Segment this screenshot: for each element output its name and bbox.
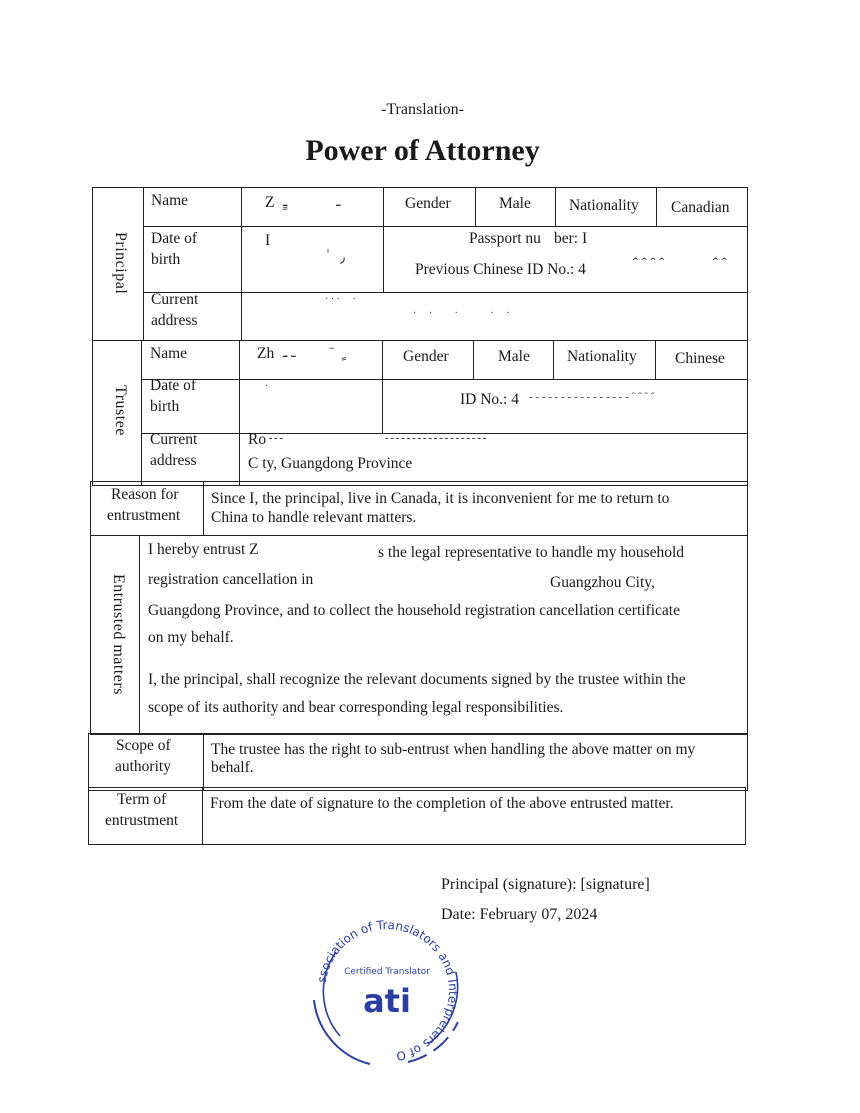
reason-label-2: entrustment bbox=[107, 507, 181, 524]
document-title: Power of Attorney bbox=[305, 134, 540, 167]
principal-nationality-label: Nationality bbox=[569, 197, 639, 214]
entrusted-line1-b: s the legal representative to handle my household bbox=[378, 544, 685, 561]
entrusted-line1-a: I hereby entrust Z bbox=[148, 541, 259, 558]
principal-passport-suffix: ber: I bbox=[554, 230, 588, 247]
trustee-section bbox=[92, 340, 748, 486]
seal-center-text: Certified Translator bbox=[344, 967, 430, 977]
scope-label-1: Scope of bbox=[116, 737, 171, 754]
principal-dob-label-2: birth bbox=[151, 251, 181, 268]
trustee-address-label-2: address bbox=[150, 452, 197, 469]
trustee-address-label-1: Current bbox=[150, 431, 198, 448]
reason-section bbox=[90, 481, 748, 536]
principal-address-label-1: Current bbox=[151, 291, 199, 308]
trustee-id-fragment: - - - - - - - - - - - - - - - - ˆ ˆ ˆ ˆ bbox=[529, 391, 655, 403]
trustee-address-line1: Ro bbox=[248, 431, 267, 448]
principal-gender-value: Male bbox=[499, 195, 531, 212]
principal-dob-fragment: ٰ ٫ bbox=[298, 250, 346, 266]
trustee-nationality-label: Nationality bbox=[567, 348, 637, 365]
principal-name-label: Name bbox=[151, 192, 189, 209]
trustee-dob-fragment: · bbox=[265, 381, 269, 392]
principal-dob-value: I bbox=[265, 232, 271, 249]
entrusted-matters-label: Entrusted matters bbox=[110, 574, 127, 695]
trustee-gender-value: Male bbox=[498, 348, 530, 365]
trustee-section-label: Trustee bbox=[112, 385, 129, 436]
entrusted-line2-a: registration cancellation in bbox=[148, 571, 314, 588]
entrusted-matters-section bbox=[90, 535, 748, 735]
principal-prev-id-label: Previous Chinese ID No.: 4 bbox=[415, 261, 586, 278]
principal-section bbox=[92, 187, 748, 341]
scope-label-2: authority bbox=[115, 758, 171, 775]
principal-passport-label: Passport nu bbox=[469, 230, 541, 247]
principal-section-label: Principal bbox=[112, 232, 129, 295]
scope-text-1: The trustee has the right to sub-entrust when handling the above matter on my bbox=[211, 741, 696, 758]
term-section bbox=[88, 787, 746, 845]
seal-ring-text: ssociation of Translators and Interpreters of O bbox=[314, 917, 461, 1064]
trustee-dob-label-1: Date of bbox=[150, 377, 197, 394]
entrusted-para2-line2: scope of its authority and bear corresponding legal responsibilities. bbox=[148, 699, 564, 716]
reason-text-2: China to handle relevant matters. bbox=[211, 509, 417, 526]
scope-section bbox=[88, 733, 748, 791]
principal-gender-label: Gender bbox=[405, 195, 451, 212]
entrusted-line3: Guangdong Province, and to collect the household registration cancellation certificate bbox=[148, 602, 680, 619]
entrusted-para2-line1: I, the principal, shall recognize the relevant documents signed by the trustee within the bbox=[148, 671, 686, 688]
scope-text-2: behalf. bbox=[211, 759, 254, 776]
principal-prev-id-fragment: ˆ ˆ ˆ ˆ ˆ ˆ bbox=[633, 256, 727, 272]
trustee-id-label: ID No.: 4 bbox=[460, 391, 519, 408]
principal-name-fragment: ـ ـٍ bbox=[283, 194, 341, 210]
principal-address-fragment: · · · · bbox=[325, 294, 356, 305]
principal-signature-line: Principal (signature): [signature] bbox=[441, 876, 650, 893]
seal-logo-text: ati bbox=[363, 982, 411, 1020]
principal-nationality-value: Canadian bbox=[671, 199, 730, 216]
trustee-address-line2: C ty, Guangdong Province bbox=[248, 455, 413, 472]
trustee-name-label: Name bbox=[150, 345, 188, 362]
translation-label: -Translation- bbox=[381, 101, 464, 118]
term-label-2: entrustment bbox=[105, 812, 179, 829]
term-label-1: Term of bbox=[117, 791, 167, 808]
trustee-gender-label: Gender bbox=[403, 348, 449, 365]
entrusted-line2-b: Guangzhou City, bbox=[550, 574, 655, 591]
principal-dob-label-1: Date of bbox=[151, 230, 198, 247]
trustee-name-value: Zh bbox=[257, 345, 275, 362]
principal-address-fragment-2: · · · · · bbox=[413, 308, 510, 319]
signature-date: Date: February 07, 2024 bbox=[441, 906, 598, 923]
principal-name-value: Z bbox=[265, 194, 275, 211]
trustee-nationality-value: Chinese bbox=[675, 350, 725, 367]
reason-label-1: Reason for bbox=[111, 486, 179, 503]
trustee-dob-label-2: birth bbox=[150, 398, 180, 415]
translator-association-seal bbox=[308, 912, 466, 1070]
term-text: From the date of signature to the completion of the above entrusted matter. bbox=[210, 795, 674, 812]
trustee-address-fragment: ـ ـ ـ ـ ـ ـ ـ ـ ـ ـ ـ ـ ـ ـ ـ ـ ـ ـ ـ ـ ـ ـ bbox=[269, 431, 486, 442]
entrusted-line4: on my behalf. bbox=[148, 629, 234, 646]
reason-text-1: Since I, the principal, live in Canada, it is inconvenient for me to return to bbox=[211, 490, 670, 507]
principal-address-label-2: address bbox=[151, 312, 198, 329]
trustee-name-fragment: ـ ـ ˉ ٍ bbox=[283, 345, 347, 361]
